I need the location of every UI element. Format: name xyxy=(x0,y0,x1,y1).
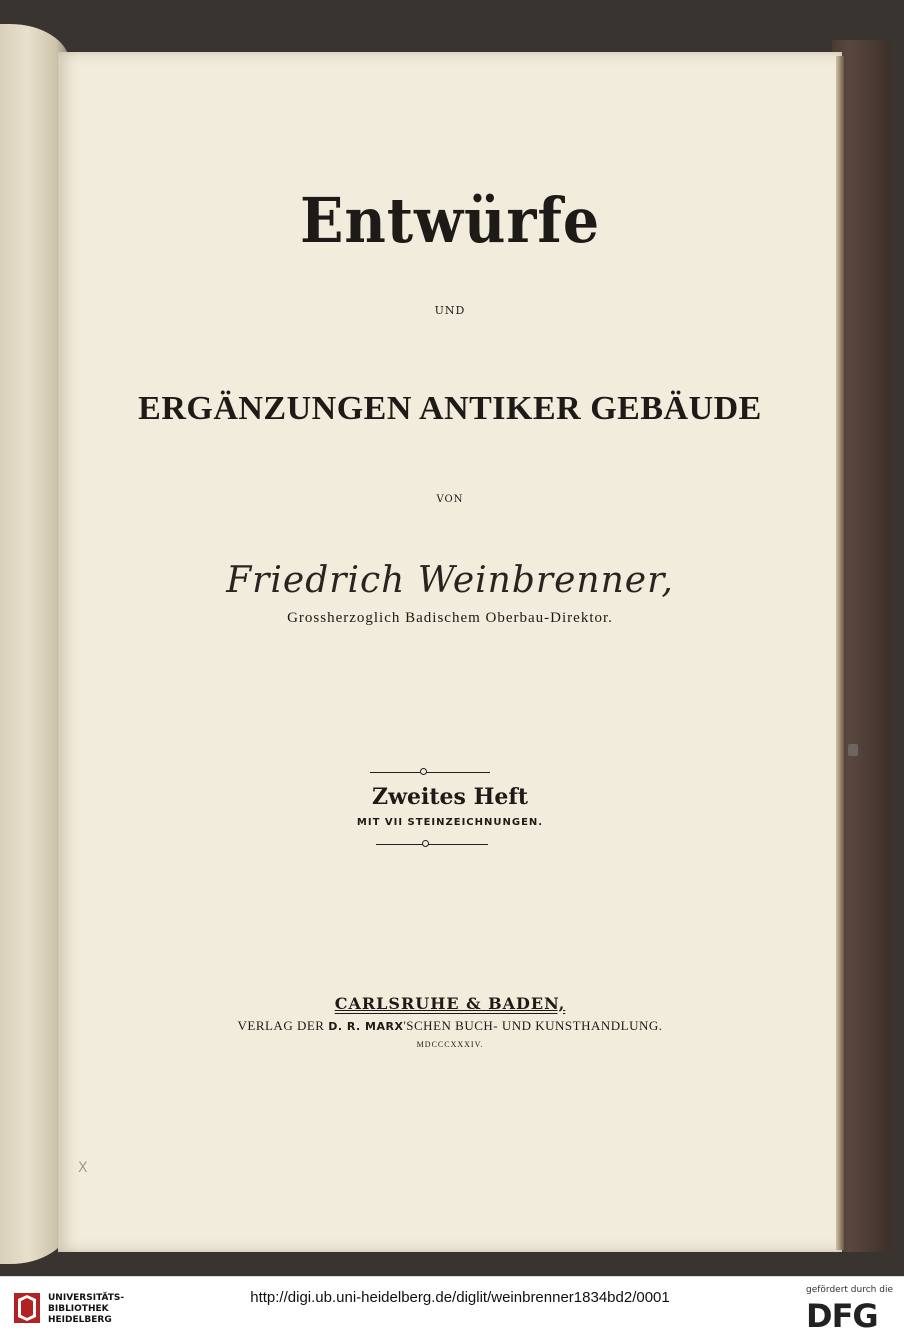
publisher-prefix: VERLAG DER xyxy=(237,1018,329,1033)
publisher-suffix: 'SCHEN BUCH- UND KUNSTHANDLUNG. xyxy=(403,1018,663,1033)
university-library-logo-icon xyxy=(12,1291,42,1325)
main-title: ERGÄNZUNGEN ANTIKER GEBÄUDE xyxy=(138,390,762,427)
library-line-1: UNIVERSITÄTS- xyxy=(48,1293,125,1303)
viewer-footer xyxy=(0,1276,904,1339)
publication-place: CARLSRUHE & BADEN, xyxy=(334,994,566,1013)
ornament-rule-bottom xyxy=(376,844,488,845)
pencil-mark: X xyxy=(78,1160,88,1176)
preposition-von: VON xyxy=(436,494,464,505)
funder-note: gefördert durch die xyxy=(806,1285,893,1295)
binding-clip xyxy=(848,744,858,756)
plates-label: MIT VII STEINZEICHNUNGEN. xyxy=(356,817,544,828)
ornament-dot-bottom xyxy=(422,840,429,847)
ornament-dot-top xyxy=(420,768,427,775)
page-title: Entwürfe xyxy=(299,184,601,257)
publisher-name: D. R. MARX xyxy=(328,1020,404,1033)
library-name xyxy=(48,1293,124,1326)
library-line-3: HEIDELBERG xyxy=(48,1315,112,1325)
permalink-url[interactable]: http://digi.ub.uni-heidelberg.de/diglit/weinbrenner1834bd2/0001 xyxy=(250,1289,670,1306)
part-label: Zweites Heft xyxy=(372,784,528,810)
conjunction-und: UND xyxy=(434,304,466,317)
title-page xyxy=(58,52,842,1252)
author-rank: Grossherzoglich Badischem Oberbau-Direktor. xyxy=(287,610,613,626)
ornament-rule-top xyxy=(370,772,490,773)
page-edge-shadow xyxy=(836,56,844,1250)
dfg-logo-icon: DFG xyxy=(806,1297,878,1335)
publication-year: MDCCCXXXIV. xyxy=(416,1040,484,1049)
publisher-line xyxy=(58,1018,842,1034)
author-name: Friedrich Weinbrenner, xyxy=(226,560,674,601)
library-line-2: BIBLIOTHEK xyxy=(48,1304,109,1314)
